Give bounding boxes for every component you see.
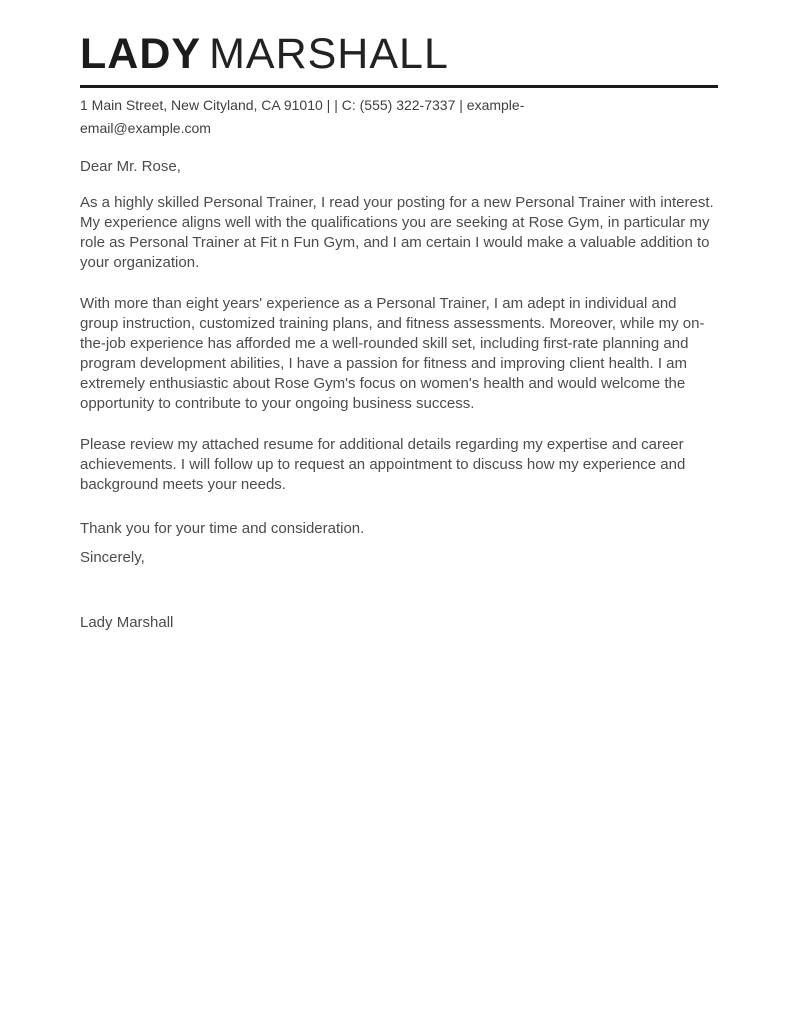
salutation: Dear Mr. Rose,: [80, 158, 181, 175]
signature-name: Lady Marshall: [80, 614, 174, 631]
contact-line-2: email@example.com: [80, 120, 211, 136]
first-name: LADY: [80, 30, 202, 78]
contact-line-1: 1 Main Street, New Cityland, CA 91010 | | C: (555) 322-7337 | example-: [80, 97, 525, 113]
thanks-line: Thank you for your time and consideration.: [80, 520, 365, 537]
header-divider: [80, 85, 718, 88]
closing-line: Sincerely,: [80, 549, 145, 566]
paragraph-2: With more than eight years' experience as a Personal Trainer, I am adept in individual and group instruction, customized training plans, and fitness assessments. Moreover, while my on-the-job experience has afforded me a well-rounded skill set, including first-rate planning and program development abilities, I have a passion for fitness and improving client health. I am extremely enthusiastic about Rose Gym's focus on women's health and would welcome the opportunity to contribute to your ongoing business success.: [80, 295, 705, 412]
paragraph-1: As a highly skilled Personal Trainer, I read your posting for a new Personal Trainer with interest. My experience aligns well with the qualifications you are seeking at Rose Gym, in particular my role as Personal Trainer at Fit n Fun Gym, and I am certain I would make a valuable addition to your organization.: [80, 194, 714, 271]
contact-info: [80, 94, 718, 140]
page-title: [80, 30, 718, 78]
paragraph-3: Please review my attached resume for additional details regarding my expertise and career achievements. I will follow up to request an appointment to discuss how my experience and background meets your needs.: [80, 436, 686, 493]
last-name: MARSHALL: [209, 30, 449, 78]
